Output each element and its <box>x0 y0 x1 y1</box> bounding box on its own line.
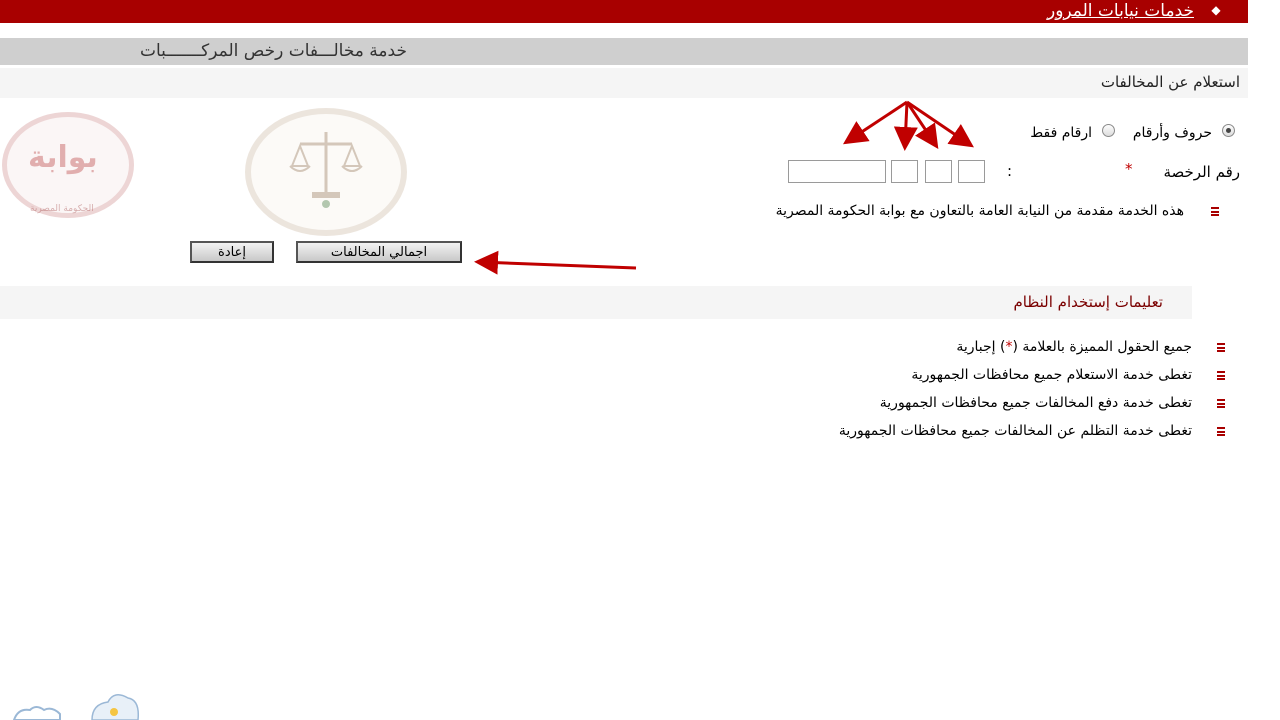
radio-numbers-only-label[interactable]: ارقام فقط <box>1030 125 1092 141</box>
radio-letters-and-numbers-label[interactable]: حروف وأرقام <box>1132 125 1212 141</box>
list-bullet-icon <box>1217 399 1225 408</box>
license-letter-2-input[interactable] <box>925 160 952 183</box>
arrow-icon <box>848 102 907 141</box>
reset-button[interactable]: إعادة <box>190 241 274 263</box>
license-letter-1-input[interactable] <box>958 160 985 183</box>
radio-letters-and-numbers[interactable] <box>1222 124 1235 137</box>
arrow-icon <box>905 102 907 145</box>
license-letter-3-input[interactable] <box>891 160 918 183</box>
instruction-text: ) إجبارية <box>956 339 1006 355</box>
arrow-bullet-icon: ◆ <box>1211 3 1221 17</box>
instructions-title: تعليمات إستخدام النظام <box>1013 293 1163 311</box>
arrow-icon <box>907 102 935 144</box>
list-bullet-icon <box>1217 343 1225 352</box>
required-field-mark: * <box>1125 160 1133 178</box>
required-field-mark: * <box>1005 339 1013 355</box>
site-logo-icon <box>0 690 140 720</box>
license-number-input[interactable] <box>788 160 886 183</box>
instruction-item-payment-coverage: تغطى خدمة دفع المخالفات جميع محافظات الجمهورية <box>879 395 1192 411</box>
service-title: خدمة مخالـــفات رخص المركـــــــبات <box>140 41 407 61</box>
portal-logo-text: بوابة <box>28 140 98 175</box>
radio-numbers-only[interactable] <box>1102 124 1115 137</box>
license-number-label: رقم الرخصة <box>1163 163 1240 181</box>
instruction-item-required-fields <box>956 339 1192 355</box>
label-colon: : <box>1007 162 1013 180</box>
traffic-prosecution-services-link[interactable]: خدمات نيابات المرور <box>1046 1 1194 21</box>
portal-logo-subtext: الحكومة المصرية <box>30 204 94 214</box>
arrow-icon <box>907 102 969 144</box>
list-bullet-icon <box>1211 207 1219 216</box>
total-violations-button[interactable]: اجمالي المخالفات <box>296 241 462 263</box>
arrow-icon <box>480 262 636 268</box>
inquiry-header-bar <box>0 68 1248 98</box>
arrow-group <box>480 102 969 268</box>
instruction-text: جميع الحقول المميزة بالعلامة ( <box>1012 339 1192 355</box>
instruction-item-complaint-coverage: تغطى خدمة التظلم عن المخالفات جميع محافظات الجمهورية <box>838 423 1192 439</box>
scales-of-justice-icon <box>286 122 366 210</box>
service-provider-note: هذه الخدمة مقدمة من النيابة العامة بالتعاون مع بوابة الحكومة المصرية <box>775 203 1184 219</box>
list-bullet-icon <box>1217 427 1225 436</box>
inquiry-title: استعلام عن المخالفات <box>1100 73 1240 91</box>
list-bullet-icon <box>1217 371 1225 380</box>
instruction-item-inquiry-coverage: تغطى خدمة الاستعلام جميع محافظات الجمهورية <box>911 367 1192 383</box>
